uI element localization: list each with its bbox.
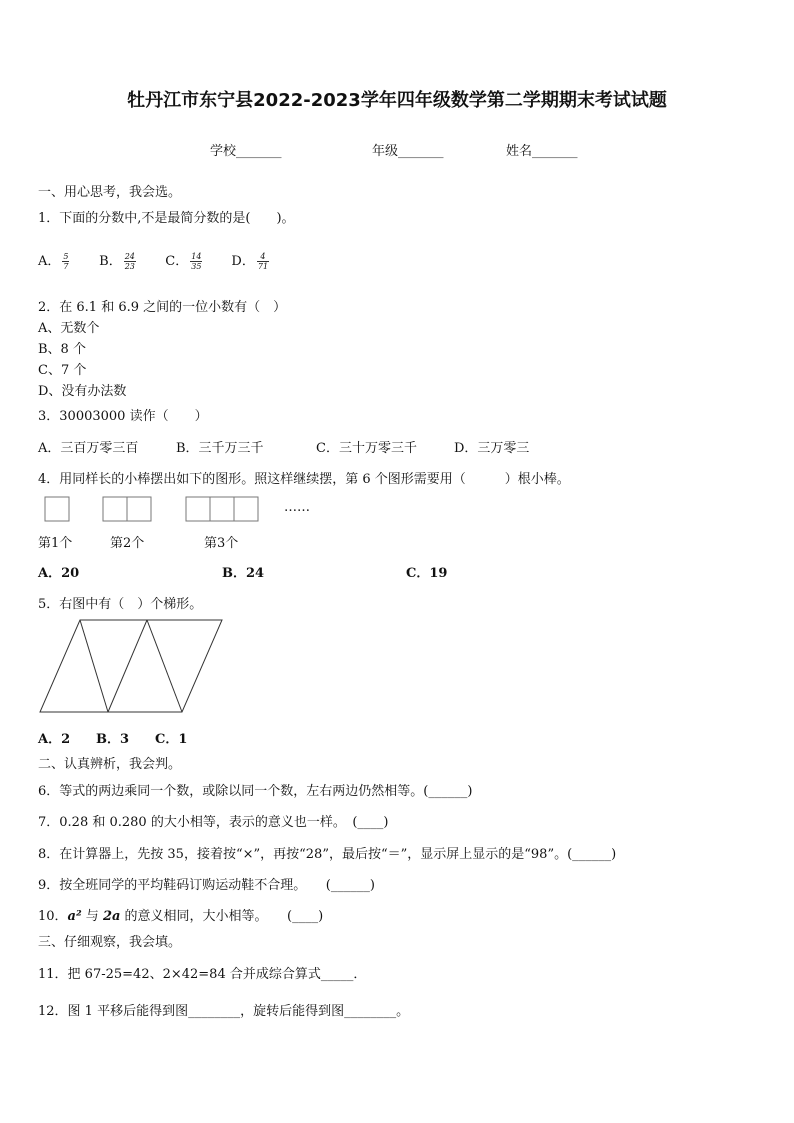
q5-option-c: C．1 [155, 732, 188, 747]
q10-number: 10． [38, 909, 68, 924]
parallelogram-outline [40, 620, 222, 712]
q1-option-b-label: B． [99, 254, 122, 269]
question-5-stem: 5．右图中有（ ）个梯形。 [38, 597, 203, 612]
q10-a-squared: a² [67, 909, 82, 924]
q4-option-b: B．24 [222, 566, 265, 581]
question-8: 8．在计算器上，先按 35，接着按“×”，再按“28”，最后按“＝”，显示屏上显示的是“98”。(______) [38, 847, 617, 862]
question-2-stem: 2．在 6.1 和 6.9 之间的一位小数有（ ） [38, 300, 287, 315]
q4-option-a: A．20 [38, 566, 80, 581]
q4-figure-label-1: 第1个 [38, 536, 73, 551]
question-6: 6．等式的两边乘同一个数，或除以同一个数，左右两边仍然相等。(______) [38, 784, 473, 799]
inner-line-1 [80, 620, 108, 712]
page-title: 牡丹江市东宁县2022-2023学年四年级数学第二学期期末考试试题 [127, 90, 667, 111]
school-field: 学校_______ [210, 144, 282, 159]
numerator: 24 [124, 252, 135, 261]
question-10 [38, 905, 323, 924]
question-1-stem: 1．下面的分数中,不是最简分数的是( )。 [38, 211, 295, 226]
numerator: 5 [63, 252, 69, 261]
denominator: 35 [191, 262, 202, 271]
q2-option-d: D、没有办法数 [38, 384, 127, 399]
numerator: 4 [257, 252, 269, 262]
grade-field: 年级_______ [372, 144, 444, 159]
question-11: 11．把 67-25=42、2×42=84 合并成综合算式_____． [38, 967, 367, 982]
section-1-heading: 一、用心思考，我会选。 [38, 185, 182, 200]
question-12: 12．图 1 平移后能得到图________，旋转后能得到图________。 [38, 1004, 410, 1019]
q1-option-d-label: D． [231, 254, 255, 269]
q1-option-c-label: C． [165, 254, 189, 269]
q10-connector: 与 [81, 909, 103, 924]
q10-two-a: 2a [102, 909, 121, 924]
question-4-stem: 4．用同样长的小棒摆出如下的图形。照这样继续摆，第 6 个图形需要用（ ）根小棒。 [38, 472, 570, 487]
name-field: 姓名_______ [506, 144, 578, 159]
q1-option-a-label: A． [38, 254, 61, 269]
q10-rest: 的意义相同，大小相等。 (____) [120, 909, 324, 924]
denominator: 71 [257, 262, 269, 271]
q5-option-a: A．2 [38, 732, 71, 747]
denominator: 23 [124, 262, 135, 271]
q2-option-c: C、7 个 [38, 363, 87, 378]
q4-option-c: C．19 [406, 566, 448, 581]
question-9: 9．按全班同学的平均鞋码订购运动鞋不合理。 (______) [38, 878, 375, 893]
section-2-heading: 二、认真辨析，我会判。 [38, 757, 182, 772]
q5-option-b: B．3 [96, 732, 130, 747]
q3-option-c: C．三十万零三千 [316, 441, 417, 456]
inner-line-2 [108, 620, 147, 712]
question-7: 7．0.28 和 0.280 的大小相等，表示的意义也一样。 (____) [38, 815, 389, 830]
section-3-heading: 三、仔细观察，我会填。 [38, 935, 182, 950]
denominator: 7 [63, 262, 69, 271]
q4-figure-label-2: 第2个 [110, 536, 145, 551]
q3-option-d: D．三万零三 [454, 441, 530, 456]
inner-line-3 [147, 620, 182, 712]
q4-ellipsis: …… [284, 500, 310, 515]
q4-figure-label-3: 第3个 [204, 536, 239, 551]
q3-option-b: B．三千万三千 [176, 441, 264, 456]
q2-option-b: B、8 个 [38, 342, 86, 357]
question-3-stem: 3．30003000 读作（ ） [38, 409, 208, 424]
q2-option-a: A、无数个 [38, 321, 100, 336]
q3-option-a: A．三百万零三百 [38, 441, 139, 456]
numerator: 14 [191, 252, 202, 261]
